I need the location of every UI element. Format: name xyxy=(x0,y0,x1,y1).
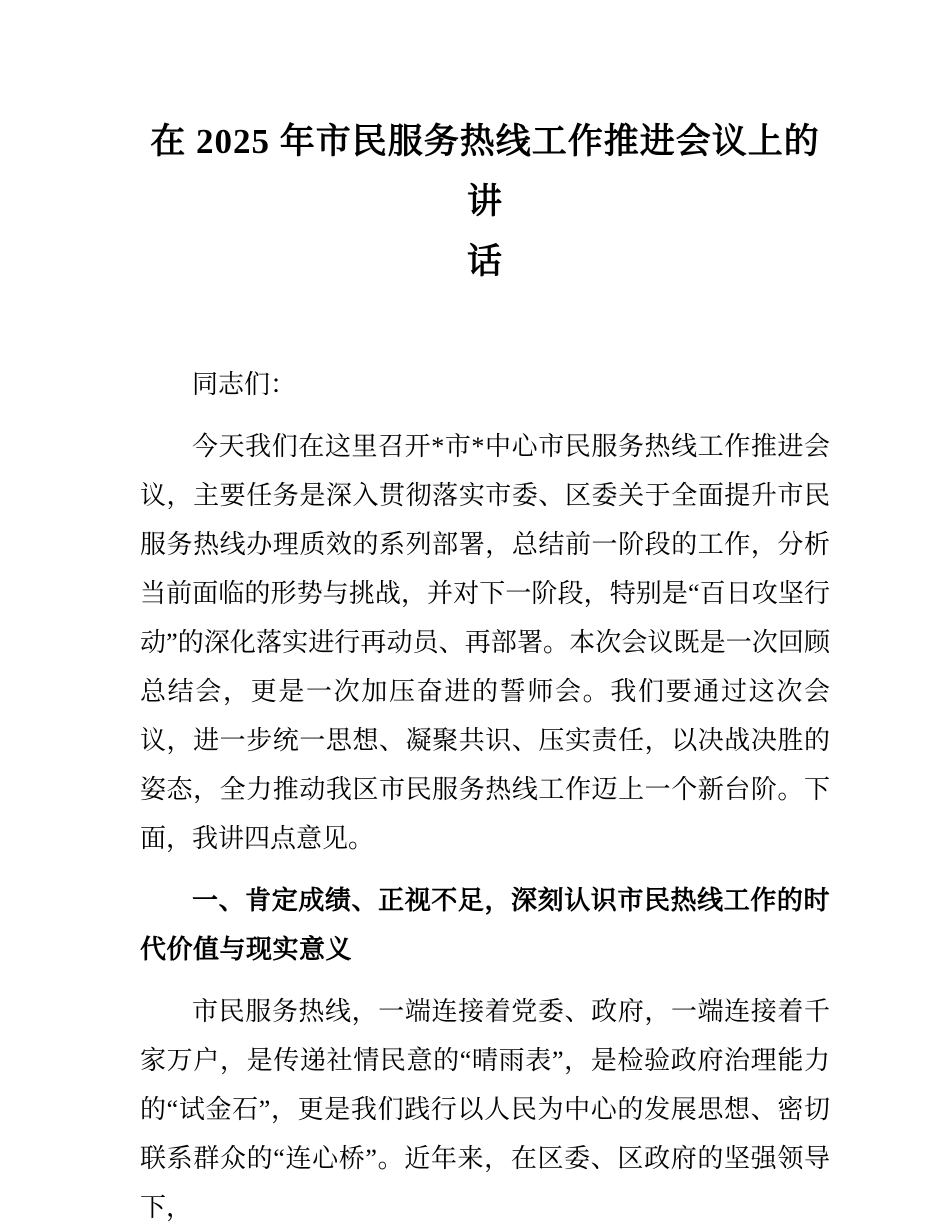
section-1-heading: 一、肯定成绩、正视不足，深刻认识市民热线工作的时代价值与现实意义 xyxy=(140,885,830,964)
document-title-line-2: 话 xyxy=(466,242,503,281)
document-title xyxy=(140,112,830,292)
document-title-line-1: 在 2025 年市民服务热线工作推进会议上的讲 xyxy=(150,122,820,221)
salutation: 同志们： xyxy=(192,370,297,399)
paragraph-intro: 今天我们在这里召开*市*中心市民服务热线工作推进会议，主要任务是深入贯彻落实市委、区委关于全面提升市民服务热线办理质效的系列部署，总结前一阶段的工作，分析当前面临的形势与挑战，并对下一阶段，特别是“百日攻坚行动”的深化落实进行再动员、再部署。本次会议既是一次回顾总结会，更是一次加压奋进的誓师会。我们要通过这次会议，进一步统一思想、凝聚共识、压实责任，以决战决胜的姿态，全力推动我区市民服务热线工作迈上一个新台阶。下面，我讲四点意见。 xyxy=(140,432,830,853)
document-body xyxy=(140,360,830,1230)
paragraph-section-1: 市民服务热线，一端连接着党委、政府，一端连接着千家万户，是传递社情民意的“晴雨表”，是检验政府治理能力的“试金石”，更是我们践行以人民为中心的发展思想、密切联系群众的“连心桥”。近年来，在区委、区政府的坚强领导下， xyxy=(140,997,830,1222)
